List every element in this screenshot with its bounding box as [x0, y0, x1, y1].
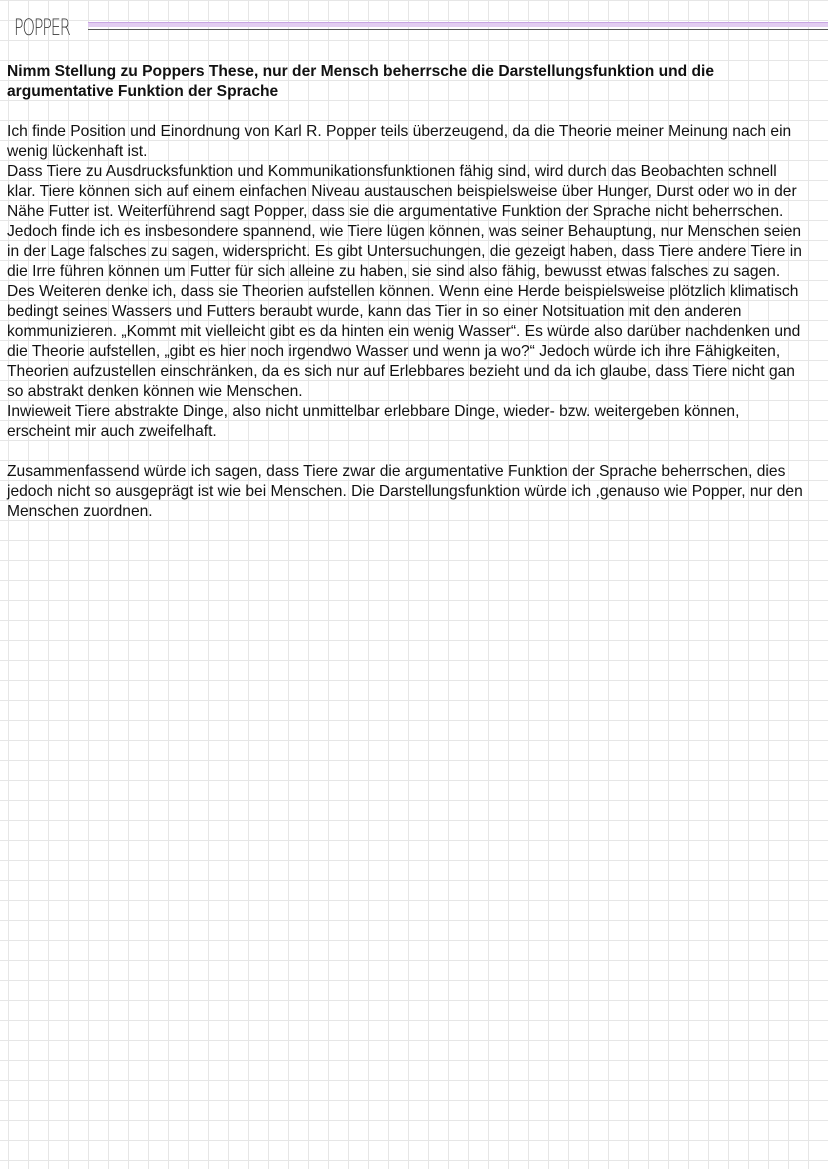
header-rule-highlight — [88, 22, 828, 27]
document-body — [7, 62, 807, 522]
paragraph-doubt: Inwieweit Tiere abstrakte Dinge, also nicht unmittelbar erlebbare Dinge, wieder- bzw. weitergeben können, erscheint mir auch zweifelhaft. — [7, 403, 740, 440]
question-heading: Nimm Stellung zu Poppers These, nur der Mensch beherrsche die Darstellungsfunktion und die argumentative Funktion der Sprache — [7, 63, 715, 100]
paragraph-intro: Ich finde Position und Einordnung von Karl R. Popper teils überzeugend, da die Theorie meiner Meinung nach ein wenig lückenhaft ist. — [7, 123, 792, 160]
spacer — [7, 442, 807, 462]
header-rule-line — [88, 29, 828, 30]
paragraph-conclusion: Zusammenfassend würde ich sagen, dass Tiere zwar die argumentative Funktion der Sprache beherrschen, dies jedoch nicht so ausgeprägt ist wie bei Menschen. Die Darstellungsfunktion würde ich ,genauso wie Popper, nur den Menschen zuordnen. — [7, 463, 803, 520]
paragraph-main: Dass Tiere zu Ausdrucksfunktion und Kommunikationsfunktionen fähig sind, wird durch das Beobachten schnell klar. Tiere können sich auf einem einfachen Niveau austauschen beispielsweise über Hunger, Durst oder wo in der Nähe Futter ist. Weiterführend sagt Popper, dass sie die argumentative Funktion der Sprache nicht beherrschen. Jedoch finde ich es insbesondere spannend, wie Tiere lügen können, was seiner Behauptung, nur Menschen seien in der Lage falsches zu sagen, widerspricht. Es gibt Untersuchungen, die gezeigt haben, dass Tiere andere Tiere in die Irre führen können um Futter für sich alleine zu haben, sie sind also fähig, bewusst etwas falsches zu sagen. Des Weiteren denke ich, dass sie Theorien aufstellen können. Wenn eine Herde beispielsweise plötzlich klimatisch bedingt seines Wassers und Futters beraubt wurde, kann das Tier in so einer Notsituation mit den anderen kommunizieren. „Kommt mit vielleicht gibt es da hinten ein wenig Wasser“. Es würde also darüber nachdenken und die Theorie aufstellen, „gibt es hier noch irgendwo Wasser und wenn ja wo?“ Jedoch würde ich ihre Fähigkeiten, Theorien aufzustellen einschränken, da es sich nur auf Erlebbares bezieht und da ich glaube, dass Tiere nicht gan so abstrakt denken können wie Menschen. — [7, 163, 802, 400]
spacer — [7, 102, 807, 122]
page-title: POPPER — [14, 16, 70, 41]
page-header — [0, 0, 828, 50]
